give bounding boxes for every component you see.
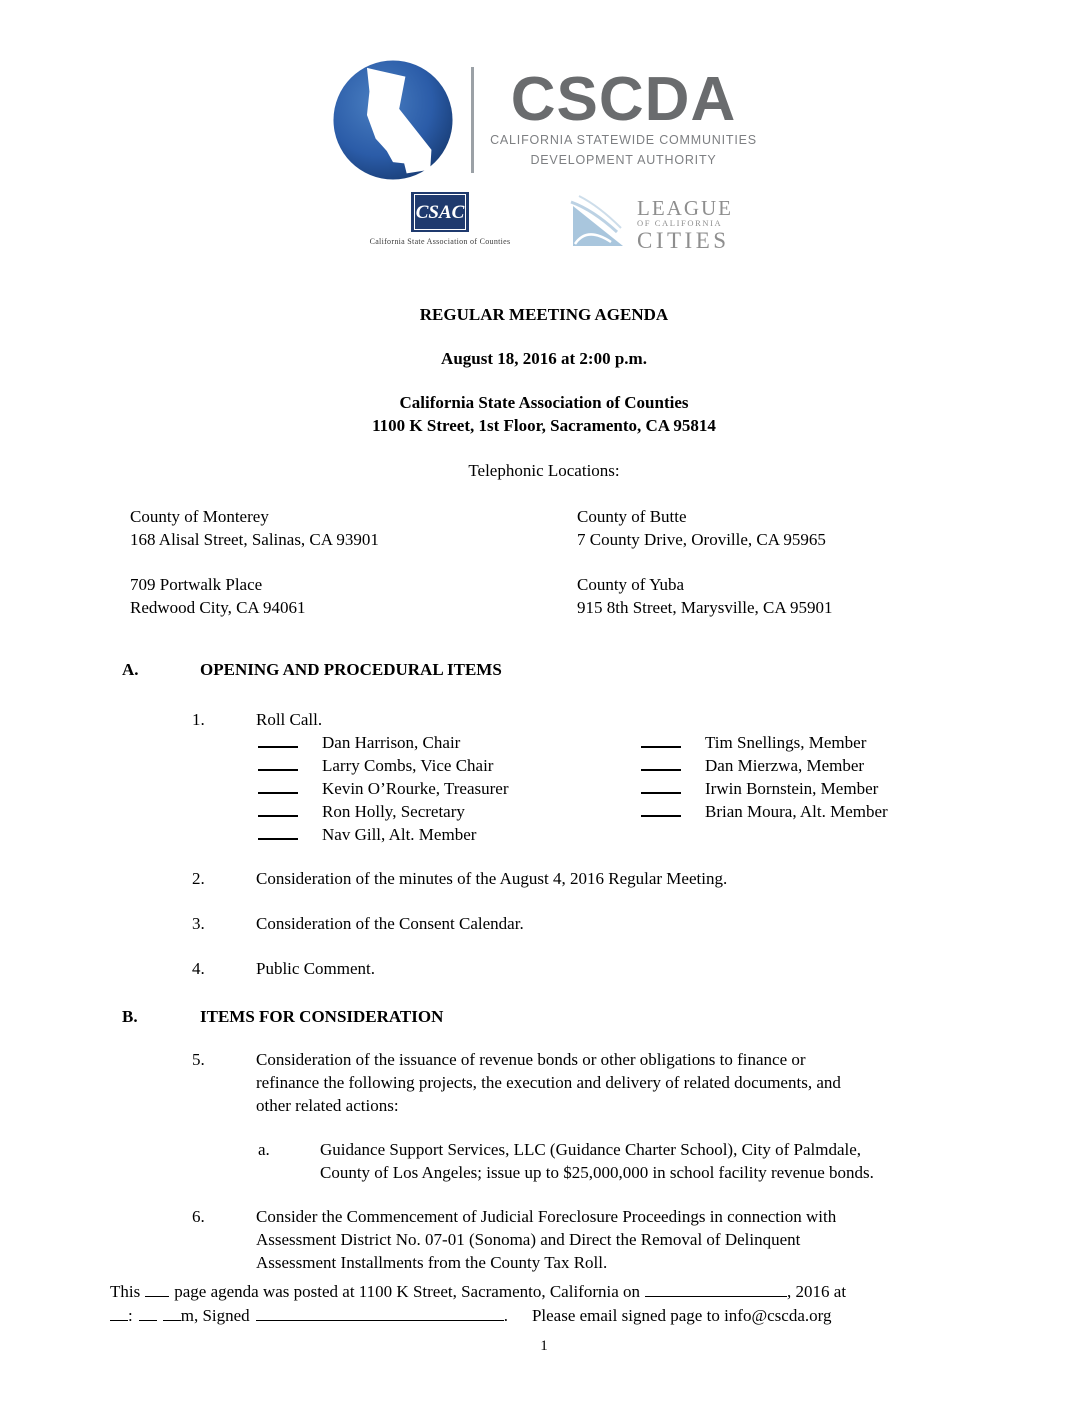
subitem-letter: a. [258,1140,270,1159]
page-number: 1 [540,1338,548,1354]
item-number: 2. [192,869,205,888]
location-line2: 168 Alisal Street, Salinas, CA 93901 [130,530,379,549]
page-title: REGULAR MEETING AGENDA [419,305,669,324]
roll-call-blank-line [258,780,298,794]
cscda-tagline-line1: CALIFORNIA STATEWIDE COMMUNITIES [490,133,757,147]
section-b-heading [122,1005,962,1028]
section-title: OPENING AND PROCEDURAL ITEMS [200,660,502,679]
roll-call-name: Tim Snellings, Member [705,733,867,752]
csac-logo [355,192,525,246]
roll-call-name: Larry Combs, Vice Chair [322,756,494,775]
csac-caption: California State Association of Counties [369,237,511,246]
item-text-line: refinance the following projects, the execution and delivery of related documents, and [256,1073,841,1092]
agenda-item-2 [122,867,962,890]
roll-call-blank-line [641,757,681,771]
league-wordmark [637,198,733,252]
item-text [256,1205,962,1274]
roll-call-blank-line [258,803,298,817]
footer-text: m, Signed [180,1306,250,1325]
location-line1: County of Butte [577,507,687,526]
roll-call-blank-line [258,757,298,771]
csac-logo-inner-border [414,194,466,230]
cscda-wordmark [490,65,757,169]
item-text-line: Guidance Support Services, LLC (Guidance Charter School), City of Palmdale, [320,1140,862,1159]
roll-call-name: Brian Moura, Alt. Member [705,802,888,821]
item-text: Consideration of the Consent Calendar. [256,914,524,933]
subitem-text [320,1138,962,1184]
agenda-body [122,658,962,1274]
roll-call-name: Dan Harrison, Chair [322,733,461,752]
posting-footer [110,1280,980,1328]
roll-call-row [258,777,641,800]
item-text-line: Consider the Commencement of Judicial Foreclosure Proceedings in connection with [256,1207,837,1226]
roll-call-name: Kevin O’Rourke, Treasurer [322,779,509,798]
locations-right-column [577,505,962,619]
league-line1: LEAGUE [637,196,733,220]
location-line1: 709 Portwalk Place [130,575,263,594]
roll-call-name: Irwin Bornstein, Member [705,779,879,798]
location-entry [577,505,962,551]
roll-call-blank-line [258,734,298,748]
section-letter: B. [122,1007,138,1026]
california-globe-icon [331,58,455,182]
footer-text: . [503,1306,508,1325]
footer-text: : [128,1306,133,1325]
location-line2: Redwood City, CA 94061 [130,598,306,617]
league-line3: CITIES [637,228,730,253]
footer-blank-line [645,1283,787,1297]
league-sail-icon [567,192,629,254]
telephonic-locations [130,505,962,619]
venue-address: 1100 K Street, 1st Floor, Sacramento, CA 95814 [372,416,716,435]
footer-text: This [110,1282,141,1301]
footer-text: , 2016 at [787,1282,847,1301]
agenda-item-1 [122,708,962,731]
roll-call-right-column [641,731,888,846]
cscda-tagline-line2: DEVELOPMENT AUTHORITY [530,153,717,167]
roll-call-list [258,731,962,846]
item-number: 3. [192,914,205,933]
section-title: ITEMS FOR CONSIDERATION [200,1007,444,1026]
location-line1: County of Monterey [130,507,269,526]
csac-acronym: CSAC [415,201,465,223]
locations-left-column [130,505,577,619]
roll-call-blank-line [641,803,681,817]
location-line2: 915 8th Street, Marysville, CA 95901 [577,598,833,617]
item-number: 4. [192,959,205,978]
location-line2: 7 County Drive, Oroville, CA 95965 [577,530,826,549]
item-text-line: Assessment District No. 07-01 (Sonoma) and Direct the Removal of Delinquent [256,1230,801,1249]
roll-call-row [258,800,641,823]
item-text: Public Comment. [256,959,375,978]
agenda-item-3 [122,912,962,935]
section-letter: A. [122,660,139,679]
footer-line-2 [110,1304,980,1328]
cscda-acronym: CSCDA [510,65,737,134]
roll-call-name: Dan Mierzwa, Member [705,756,865,775]
agenda-item-5 [122,1048,962,1117]
item-text-line: other related actions: [256,1096,399,1115]
footer-blank-line [256,1307,504,1321]
roll-call-blank-line [258,826,298,840]
roll-call-row [258,754,641,777]
roll-call-row [258,823,641,846]
location-entry [577,573,962,619]
roll-call-row [258,731,641,754]
title-block [0,303,1088,482]
venue-name: California State Association of Counties [399,393,689,412]
footer-text: page agenda was posted at 1100 K Street, Sacramento, California on [174,1282,641,1301]
meeting-datetime: August 18, 2016 at 2:00 p.m. [441,349,647,368]
csac-logo-box [411,192,469,232]
affiliate-logos-row [0,192,1088,254]
roll-call-blank-line [641,734,681,748]
roll-call-row [641,731,888,754]
item-number: 1. [192,710,205,729]
footer-blank-line [145,1283,169,1297]
footer-email-text: Please email signed page to info@cscda.org [531,1306,832,1325]
roll-call-left-column [258,731,641,846]
item-text-line: Assessment Installments from the County Tax Roll. [256,1253,608,1272]
agenda-item-6 [122,1205,962,1274]
location-entry [130,573,577,619]
meeting-venue [0,391,1088,437]
roll-call-row [641,800,888,823]
item-text: Roll Call. [256,710,323,729]
roll-call-name: Ron Holly, Secretary [322,802,465,821]
footer-blank-line [110,1307,128,1321]
roll-call-name: Nav Gill, Alt. Member [322,825,477,844]
roll-call-row [641,754,888,777]
footer-blank-line [163,1307,181,1321]
item-number: 5. [192,1050,205,1069]
location-line1: County of Yuba [577,575,685,594]
item-number: 6. [192,1207,205,1226]
agenda-item-5a [122,1138,962,1184]
footer-blank-line [139,1307,157,1321]
item-text-line: County of Los Angeles; issue up to $25,000,000 in school facility revenue bonds. [320,1163,874,1182]
cscda-logo [0,58,1088,182]
logo-divider [471,67,474,173]
footer-line-1 [110,1280,980,1304]
section-a-heading [122,658,962,681]
item-text: Consideration of the minutes of the August 4, 2016 Regular Meeting. [256,869,728,888]
location-entry [130,505,577,551]
roll-call-row [641,777,888,800]
telephonic-heading: Telephonic Locations: [468,461,620,480]
league-of-california-cities-logo [567,192,733,254]
item-text [256,1048,962,1117]
league-line2: OF CALIFORNIA [637,218,723,228]
roll-call-blank-line [641,780,681,794]
agenda-item-4 [122,957,962,980]
item-text-line: Consideration of the issuance of revenue bonds or other obligations to finance or [256,1050,806,1069]
